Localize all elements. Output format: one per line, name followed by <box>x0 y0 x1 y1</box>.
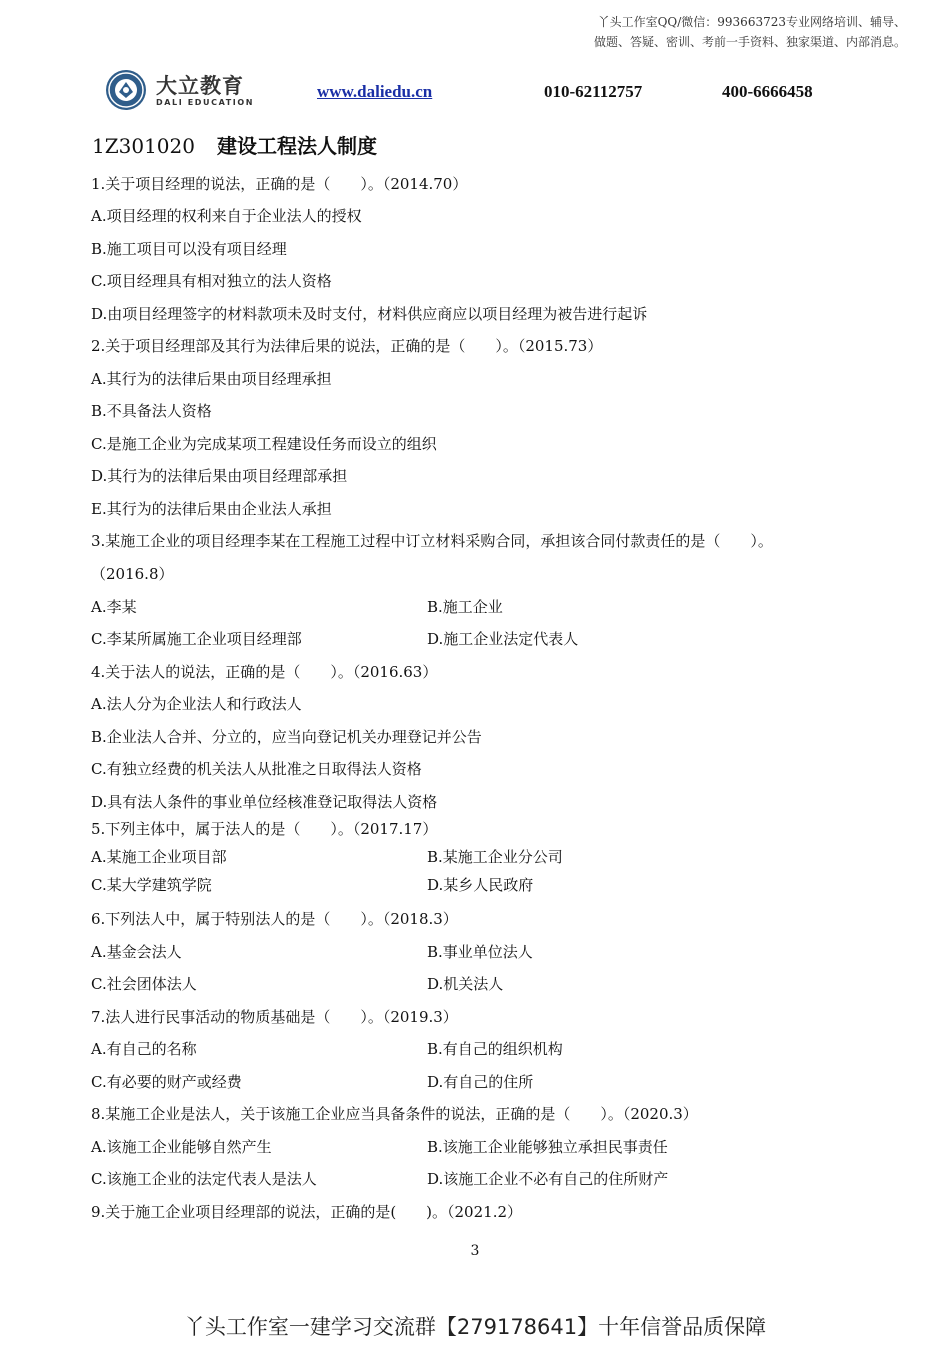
logo <box>106 70 256 114</box>
option-2c: C.是施工企业为完成某项工程建设任务而设立的组织 <box>91 435 437 453</box>
option-4d: D.具有法人条件的事业单位经核准登记取得法人资格 <box>91 793 438 811</box>
question-8: 8.某施工企业是法人，关于该施工企业应当具备条件的说法，正确的是（ ）。（2020.3） <box>91 1105 698 1123</box>
option-8c: C.该施工企业的法定代表人是法人 <box>91 1170 317 1188</box>
option-7b: B.有自己的组织机构 <box>427 1040 563 1058</box>
option-5d: D.某乡人民政府 <box>427 876 534 894</box>
option-5b: B.某施工企业分公司 <box>427 848 563 866</box>
option-4a: A.法人分为企业法人和行政法人 <box>91 695 302 713</box>
notice-line-2: 做题、答疑、密训、考前一手资料、独家渠道、内部消息。 <box>593 35 906 49</box>
option-2b: B.不具备法人资格 <box>91 402 212 420</box>
option-1d: D.由项目经理签字的材料款项未及时支付，材料供应商应以项目经理为被告进行起诉 <box>91 305 648 323</box>
page-number: 3 <box>470 1243 480 1259</box>
footer-banner: 丫头工作室一建学习交流群【279178641】十年信誉品质保障 <box>183 1315 767 1339</box>
option-1b: B.施工项目可以没有项目经理 <box>91 240 287 258</box>
question-4: 4.关于法人的说法，正确的是（ ）。（2016.63） <box>91 663 438 681</box>
question-3: 3.某施工企业的项目经理李某在工程施工过程中订立材料采购合同，承担该合同付款责任的是（ ）。 <box>91 532 773 550</box>
option-7d: D.有自己的住所 <box>427 1073 534 1091</box>
question-5: 5.下列主体中，属于法人的是（ ）。（2017.17） <box>91 820 438 838</box>
option-6c: C.社会团体法人 <box>91 975 197 993</box>
option-4c: C.有独立经费的机关法人从批准之日取得法人资格 <box>91 760 422 778</box>
option-2d: D.其行为的法律后果由项目经理部承担 <box>91 467 348 485</box>
option-5c: C.某大学建筑学院 <box>91 876 212 894</box>
website-link[interactable]: www.daliedu.cn <box>317 82 433 101</box>
question-9: 9.关于施工企业项目经理部的说法，正确的是( )。（2021.2） <box>91 1203 523 1221</box>
option-3a: A.李某 <box>91 598 137 616</box>
question-7: 7.法人进行民事活动的物质基础是（ ）。（2019.3） <box>91 1008 458 1026</box>
option-5a: A.某施工企业项目部 <box>91 848 227 866</box>
option-1a: A.项目经理的权利来自于企业法人的授权 <box>91 207 362 225</box>
option-6a: A.基金会法人 <box>91 943 182 961</box>
phone-number-2: 400-6666458 <box>722 82 813 101</box>
option-2e: E.其行为的法律后果由企业法人承担 <box>91 500 332 518</box>
option-8a: A.该施工企业能够自然产生 <box>91 1138 272 1156</box>
option-3b: B.施工企业 <box>427 598 503 616</box>
question-2: 2.关于项目经理部及其行为法律后果的说法，正确的是（ ）。（2015.73） <box>91 337 603 355</box>
option-6b: B.事业单位法人 <box>427 943 533 961</box>
header-notice <box>486 12 906 52</box>
question-3-year: （2016.8） <box>91 565 174 583</box>
logo-emblem-icon <box>106 70 146 110</box>
section-name: 建设工程法人制度 <box>216 134 377 158</box>
option-4b: B.企业法人合并、分立的，应当向登记机关办理登记并公告 <box>91 728 482 746</box>
option-1c: C.项目经理具有相对独立的法人资格 <box>91 272 332 290</box>
option-2a: A.其行为的法律后果由项目经理承担 <box>91 370 332 388</box>
option-3d: D.施工企业法定代表人 <box>427 630 579 648</box>
question-6: 6.下列法人中，属于特别法人的是（ ）。（2018.3） <box>91 910 458 928</box>
section-title <box>92 130 377 159</box>
option-7c: C.有必要的财产或经费 <box>91 1073 242 1091</box>
option-3c: C.李某所属施工企业项目经理部 <box>91 630 302 648</box>
question-1: 1.关于项目经理的说法，正确的是（ ）。（2014.70） <box>91 175 468 193</box>
phone-number-1: 010-62112757 <box>544 82 643 101</box>
logo-chinese-name: 大立教育 <box>156 74 244 98</box>
option-8d: D.该施工企业不必有自己的住所财产 <box>427 1170 669 1188</box>
notice-line-1: 丫头工作室QQ/微信：993663723专业网络培训、辅导、 <box>597 15 906 29</box>
logo-english-name: DALI EDUCATION <box>156 98 255 107</box>
option-8b: B.该施工企业能够独立承担民事责任 <box>427 1138 668 1156</box>
option-7a: A.有自己的名称 <box>91 1040 197 1058</box>
section-code: 1Z301020 <box>92 134 195 158</box>
option-6d: D.机关法人 <box>427 975 504 993</box>
